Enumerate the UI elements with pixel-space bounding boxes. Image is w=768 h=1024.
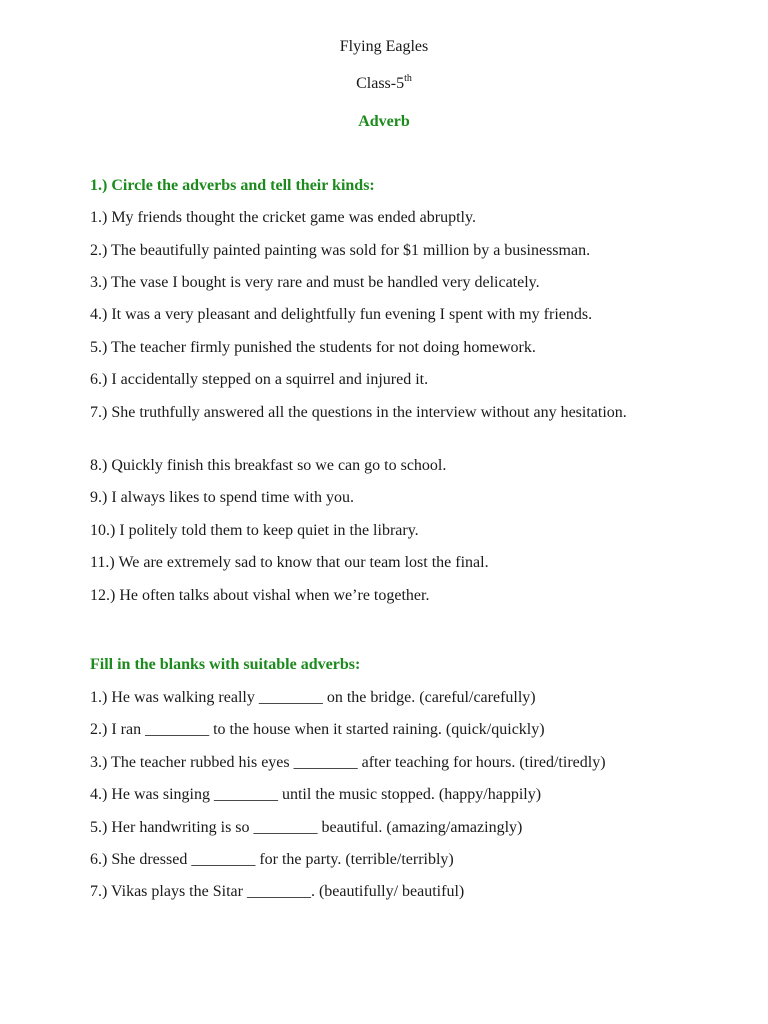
exercise2-item-2: 2.) I ran ________ to the house when it started raining. (quick/quickly) bbox=[90, 721, 545, 738]
exercise1-item-8: 8.) Quickly finish this breakfast so we can go to school. bbox=[90, 457, 447, 474]
class-suffix: th bbox=[404, 73, 412, 84]
exercise1-item-2: 2.) The beautifully painted painting was sold for $1 million by a businessman. bbox=[90, 242, 591, 259]
school-name: Flying Eagles bbox=[339, 38, 429, 55]
exercise2-item-1: 1.) He was walking really ________ on the bridge. (careful/carefully) bbox=[90, 689, 536, 706]
exercise1-item-6: 6.) I accidentally stepped on a squirrel and injured it. bbox=[90, 371, 429, 388]
exercise1-item-1: 1.) My friends thought the cricket game was ended abruptly. bbox=[90, 209, 476, 226]
exercise2-item-4: 4.) He was singing ________ until the music stopped. (happy/happily) bbox=[90, 786, 542, 803]
class-label bbox=[0, 74, 768, 94]
exercise1-item-5: 5.) The teacher firmly punished the students for not doing homework. bbox=[90, 339, 536, 356]
exercise1-item-10: 10.) I politely told them to keep quiet in the library. bbox=[90, 522, 419, 539]
exercise2-item-6: 6.) She dressed ________ for the party. (terrible/terribly) bbox=[90, 851, 454, 868]
exercise1-item-4: 4.) It was a very pleasant and delightfully fun evening I spent with my friends. bbox=[90, 306, 593, 323]
exercise1-item-3: 3.) The vase I bought is very rare and must be handled very delicately. bbox=[90, 274, 540, 291]
section2-heading: Fill in the blanks with suitable adverbs: bbox=[90, 656, 361, 673]
exercise1-item-7: 7.) She truthfully answered all the questions in the interview without any hesitation. bbox=[90, 404, 627, 421]
exercise2-item-3: 3.) The teacher rubbed his eyes ________ after teaching for hours. (tired/tiredly) bbox=[90, 754, 606, 771]
topic-title: Adverb bbox=[358, 113, 410, 130]
exercise2-item-5: 5.) Her handwriting is so ________ beautiful. (amazing/amazingly) bbox=[90, 819, 523, 836]
exercise2-item-7: 7.) Vikas plays the Sitar ________. (beautifully/ beautiful) bbox=[90, 883, 465, 900]
exercise1-item-12: 12.) He often talks about vishal when we’re together. bbox=[90, 587, 430, 604]
section1-heading: 1.) Circle the adverbs and tell their kinds: bbox=[90, 177, 375, 194]
class-prefix: Class-5 bbox=[356, 75, 405, 92]
exercise1-item-9: 9.) I always likes to spend time with you. bbox=[90, 489, 354, 506]
exercise1-item-11: 11.) We are extremely sad to know that our team lost the final. bbox=[90, 554, 489, 571]
